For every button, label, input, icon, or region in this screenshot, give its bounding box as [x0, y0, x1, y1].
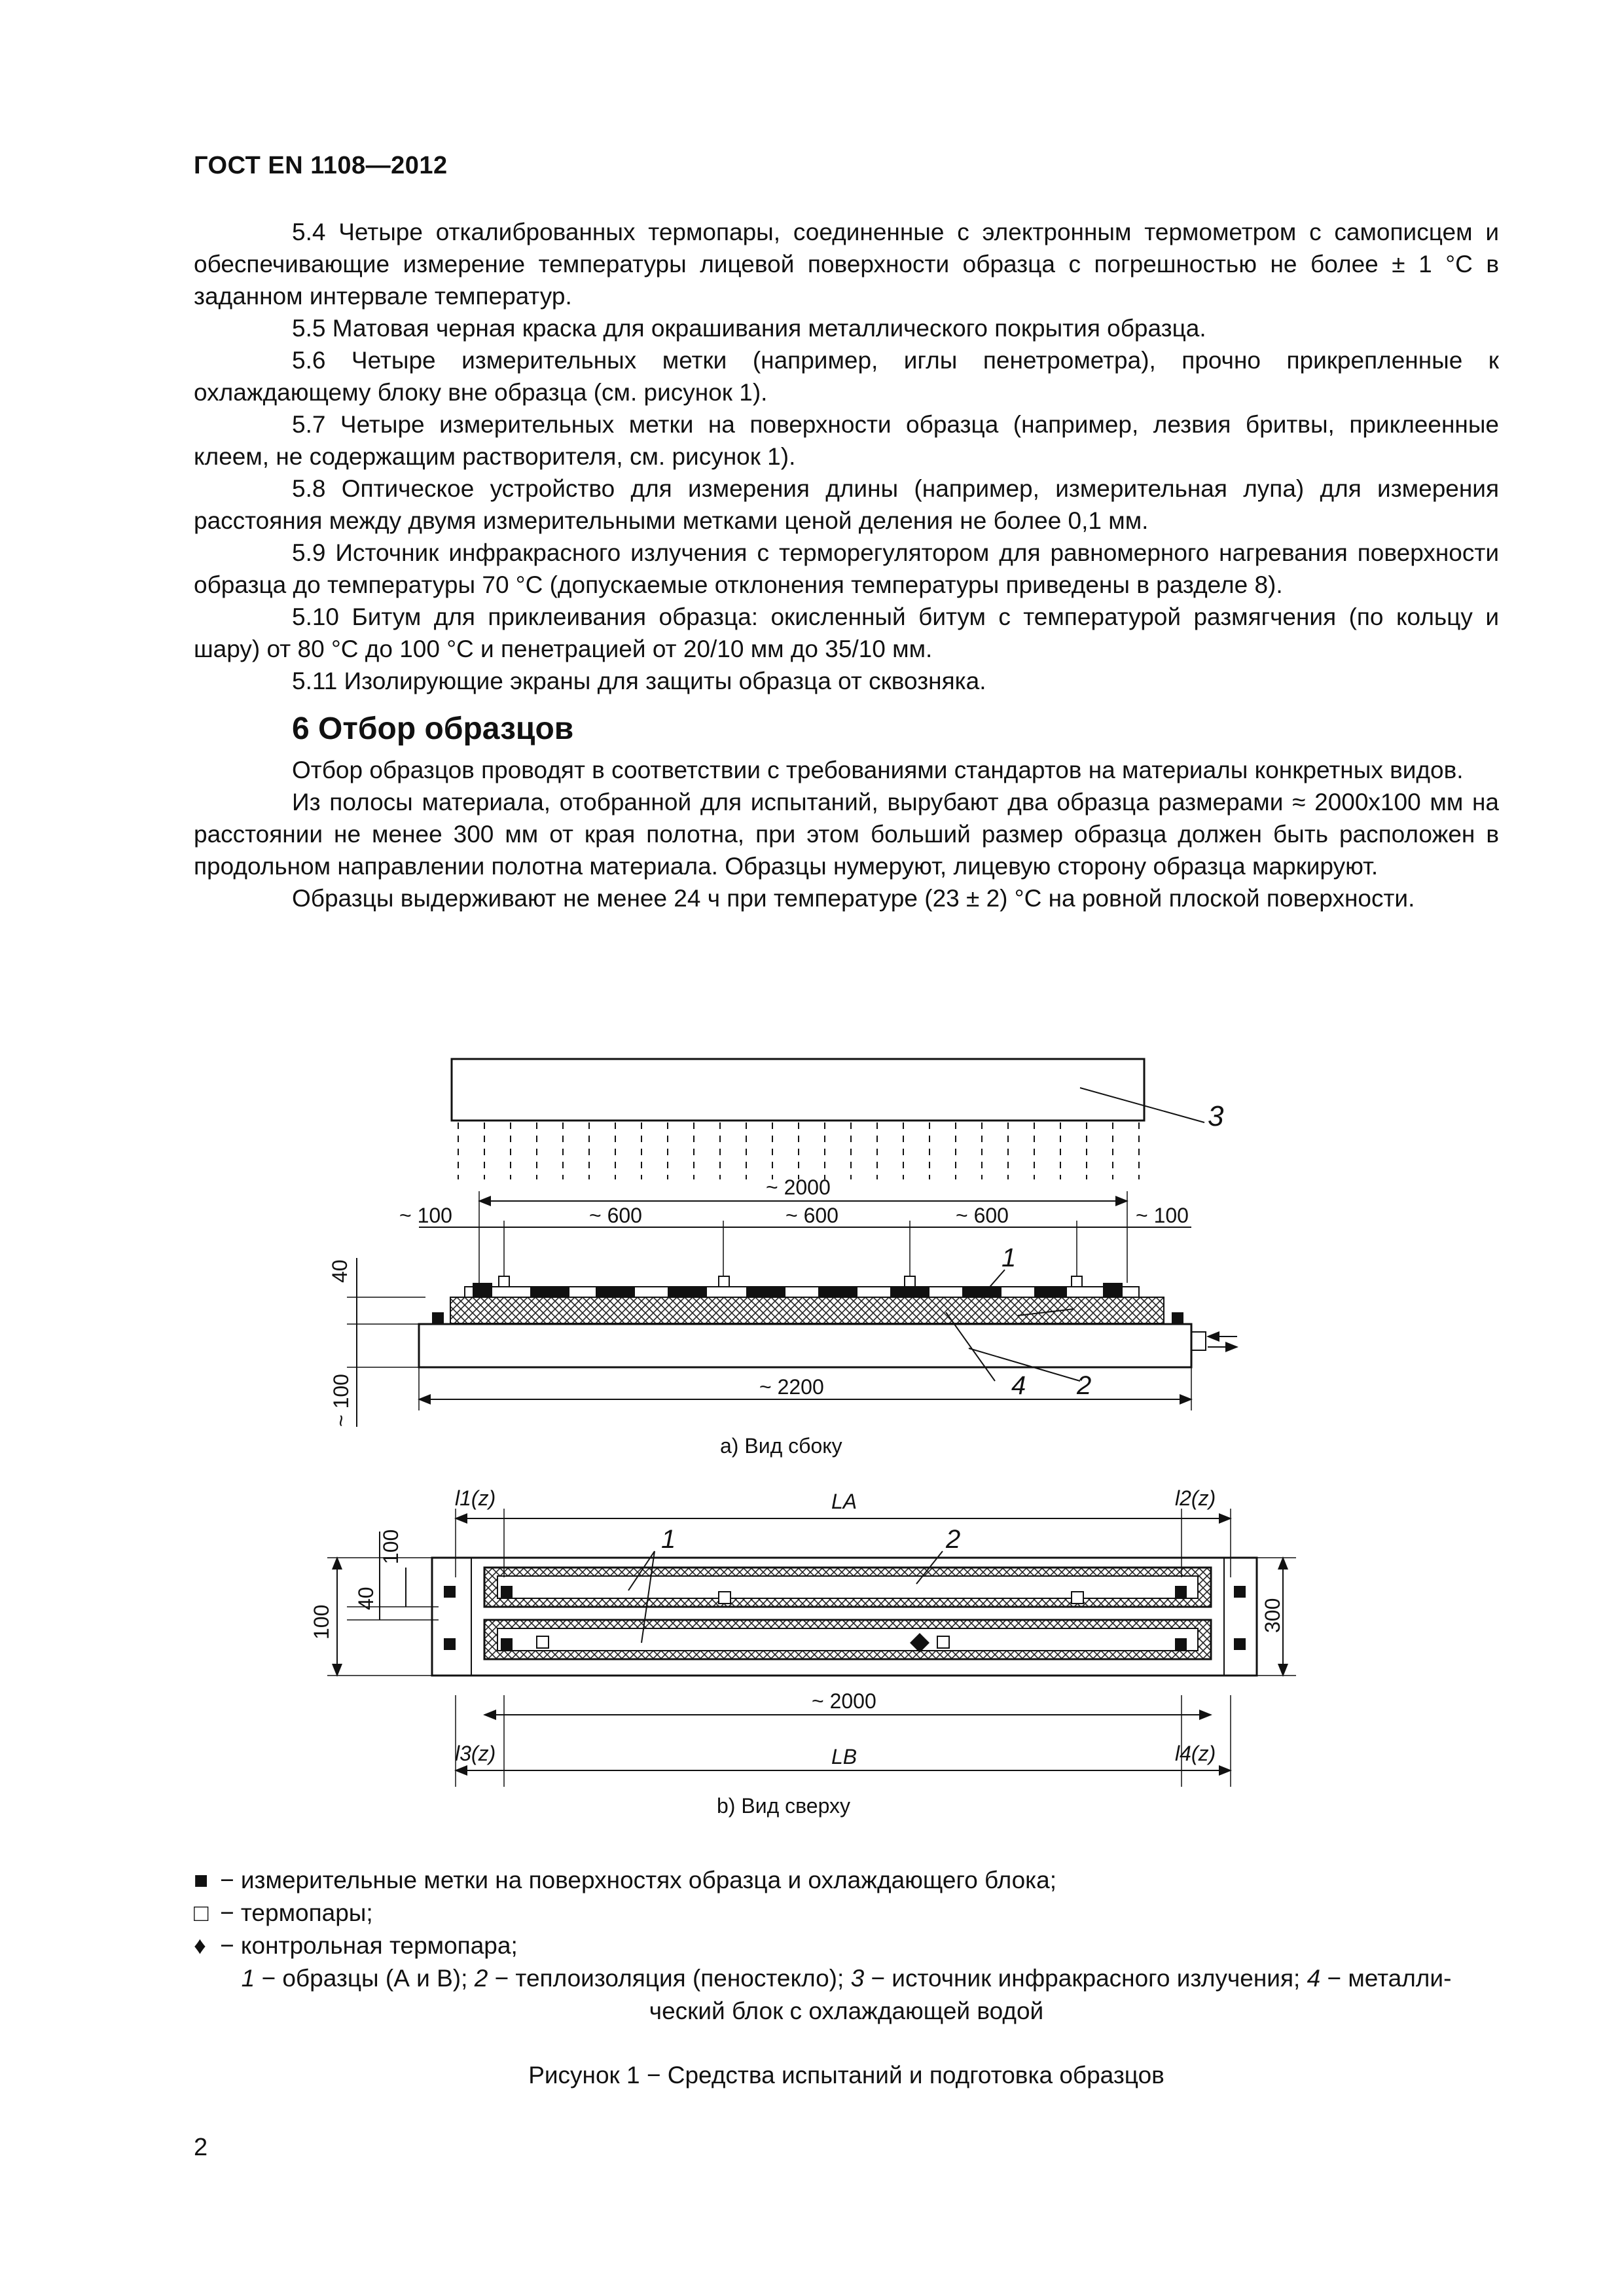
- legend-thermocouples-text: − термопары;: [220, 1899, 373, 1926]
- top-view-caption: b) Вид сверху: [717, 1794, 850, 1818]
- legend-items-line-2: ческий блок с охлаждающей водой: [649, 1998, 1044, 2024]
- top-dim-l4: l4(z): [1175, 1742, 1216, 1765]
- side-label-1: 1: [1001, 1244, 1017, 1272]
- legend-thermocouples: [194, 1897, 1499, 1929]
- side-label-2: 2: [1077, 1371, 1092, 1400]
- top-dim-100-a: 100: [310, 1604, 333, 1640]
- legend-item-3-number: 3: [850, 1965, 865, 1992]
- side-dim-600-b: ~ 600: [785, 1204, 839, 1227]
- paragraph-5-4: 5.4 Четыре откалиброванных термопары, соединенные с электронным термометром с самописцем и обеспечивающие измерение температуры лицевой поверхности образца с погрешностью не более ± 1 °С в заданном интервале температур.: [194, 219, 1499, 310]
- figure-legend: [194, 1864, 1499, 2028]
- top-dim-100-b: 100: [379, 1529, 403, 1564]
- top-dim-l1: l1(z): [455, 1486, 496, 1510]
- diamond-icon: ♦: [194, 1932, 206, 1959]
- side-dim-40: 40: [328, 1259, 352, 1283]
- document-code-header: ГОСТ EN 1108—2012: [194, 152, 448, 179]
- filled-square-icon: ■: [194, 1867, 209, 1893]
- infrared-source: [452, 1059, 1144, 1121]
- side-dim-600-a: ~ 600: [589, 1204, 642, 1227]
- body-text: [194, 216, 1499, 914]
- side-dim-100-vertical: ~ 100: [329, 1374, 353, 1427]
- section-6-paragraph-2: Из полосы материала, отобранной для испытаний, вырубают два образца размерами ≈ 2000х100 мм на расстоянии не менее 300 мм от края полотна, при этом больший размер образца должен быть расположен в продольном направлении полотна материала. Образцы нумеруют, лицевую сторону образца маркируют.: [194, 789, 1499, 880]
- side-dim-100-right: ~ 100: [1136, 1204, 1189, 1227]
- legend-item-3-text: − источник инфракрасного излучения;: [864, 1965, 1307, 1992]
- legend-items: [194, 1962, 1499, 1995]
- top-dim-300: 300: [1261, 1598, 1284, 1633]
- legend-item-2-number: 2: [474, 1965, 488, 1992]
- top-dim-l3: l3(z): [455, 1742, 496, 1765]
- legend-item-1-text: − образцы (А и В);: [255, 1965, 475, 1992]
- legend-item-4-number: 4: [1307, 1965, 1321, 1992]
- top-dim-l2: l2(z): [1175, 1486, 1216, 1510]
- paragraph-5-9: 5.9 Источник инфракрасного излучения с терморегулятором для равномерного нагревания поверхности образца до температуры 70 °С (допускаемые отклонения температуры приведены в разделе 8).: [194, 539, 1499, 598]
- figure-caption: Рисунок 1 − Средства испытаний и подготовка образцов: [528, 2062, 1164, 2089]
- legend-marks-text: − измерительные метки на поверхностях образца и охлаждающего блока;: [220, 1867, 1057, 1893]
- empty-square-icon: □: [194, 1899, 209, 1926]
- top-dim-2000: ~ 2000: [812, 1689, 876, 1713]
- top-label-1: 1: [661, 1525, 676, 1554]
- metal-block: [419, 1324, 1191, 1367]
- legend-item-2-text: − теплоизоляция (пеностекло);: [488, 1965, 851, 1992]
- side-dim-2200: ~ 2200: [759, 1375, 824, 1399]
- paragraph-5-11: 5.11 Изолирующие экраны для защиты образца от сквозняка.: [292, 668, 986, 694]
- side-dim-100-left: ~ 100: [399, 1204, 452, 1227]
- legend-control-thermocouple: [194, 1929, 1499, 1962]
- paragraph-5-8: 5.8 Оптическое устройство для измерения длины (например, измерительная лупа) для измерения расстояния между двумя измерительными метками ценой деления не более 0,1 мм.: [194, 475, 1499, 534]
- side-dim-2000: ~ 2000: [766, 1175, 831, 1199]
- side-dim-600-c: ~ 600: [956, 1204, 1009, 1227]
- figure-1-drawing: [288, 1034, 1309, 1826]
- top-dim-la: LA: [831, 1490, 857, 1513]
- side-label-3: 3: [1208, 1100, 1224, 1132]
- side-view-caption: a) Вид сбоку: [720, 1434, 842, 1458]
- figure-1: [288, 1034, 1309, 1826]
- legend-marks: [194, 1864, 1499, 1897]
- top-dim-40: 40: [354, 1587, 378, 1610]
- paragraph-5-7: 5.7 Четыре измерительных метки на поверхности образца (например, лезвия бритвы, приклеенные клеем, не содержащим растворителя, см. рисунок 1).: [194, 411, 1499, 470]
- legend-control-text: − контрольная термопара;: [220, 1932, 518, 1959]
- section-6-paragraph-3: Образцы выдерживают не менее 24 ч при температуре (23 ± 2) °С на ровной плоской поверхности.: [292, 885, 1415, 912]
- section-6-title: 6 Отбор образцов: [292, 711, 574, 746]
- legend-item-1-number: 1: [241, 1965, 255, 1992]
- top-dim-lb: LB: [831, 1745, 857, 1768]
- paragraph-5-10: 5.10 Битум для приклеивания образца: окисленный битум с температурой размягчения (по кольцу и шару) от 80 °С до 100 °С и пенетрацией от 20/10 мм до 35/10 мм.: [194, 603, 1499, 662]
- side-label-4: 4: [1011, 1371, 1026, 1400]
- radiation-lines: [458, 1122, 1139, 1179]
- page-number: 2: [194, 2134, 208, 2161]
- legend-item-4-text: − металли-: [1320, 1965, 1452, 1992]
- paragraph-5-5: 5.5 Матовая черная краска для окрашивания металлического покрытия образца.: [292, 315, 1206, 342]
- top-label-2: 2: [946, 1525, 961, 1554]
- section-6-paragraph-1: Отбор образцов проводят в соответствии с требованиями стандартов на материалы конкретных видов.: [292, 757, 1464, 783]
- paragraph-5-6: 5.6 Четыре измерительных метки (например, иглы пенетрометра), прочно прикрепленные к охлаждающему блоку вне образца (см. рисунок 1).: [194, 347, 1499, 406]
